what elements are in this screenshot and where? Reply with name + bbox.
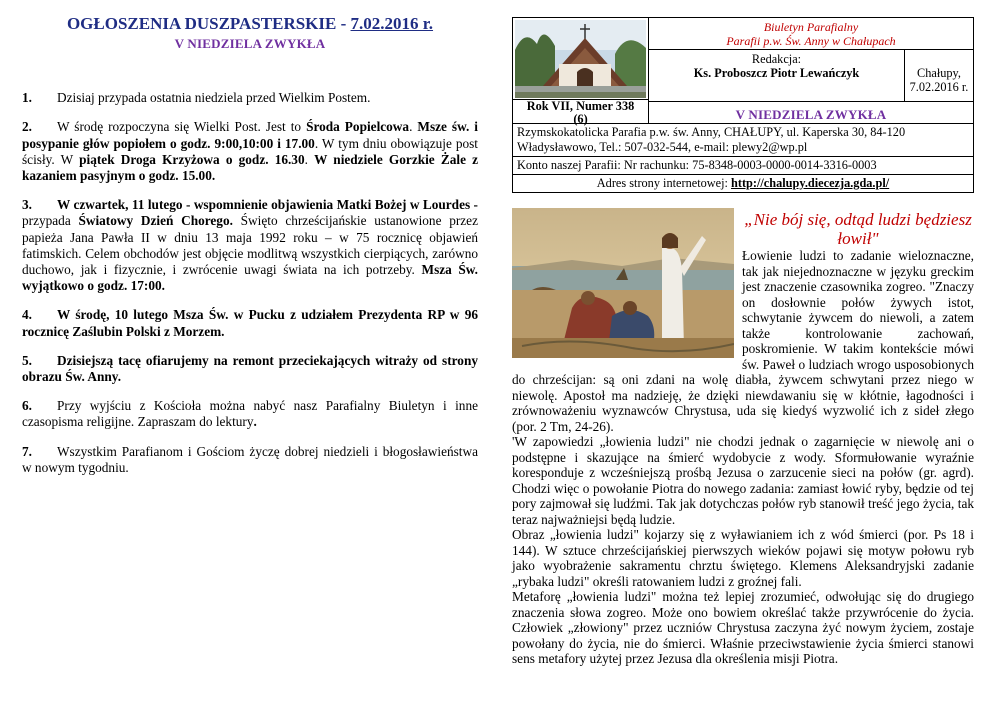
announcement-text: Światowy Dzień Chorego.	[78, 213, 233, 229]
parish-address: Rzymskokatolicka Parafia p.w. św. Anny, CHAŁUPY, ul. Kaperska 30, 84-120 Władysławowo, Tel.: 507-032-544, e-mail: plewy2@wp.pl	[513, 124, 973, 157]
announcement-item	[22, 398, 478, 430]
fishermen-painting	[512, 208, 734, 358]
announcement-text: Wszystkim Parafianom i Gościom życzę dobrej niedzieli i błogosławieństwa w nowym tygodniu.	[22, 443, 478, 475]
editor-name: Ks. Proboszcz Piotr Lewańczyk	[693, 66, 860, 80]
bulletin-header-top	[513, 18, 973, 124]
announcement-text: Dzisiaj przypada ostatnia niedziela przed Wielkim Postem.	[57, 90, 371, 106]
editorial-info: Redakcja: Ks. Proboszcz Piotr Lewańczyk	[649, 50, 905, 101]
header-sunday-label: V NIEDZIELA ZWYKŁA	[735, 107, 887, 122]
announcement-number: 2.	[22, 119, 32, 135]
place-date: Chałupy, 7.02.2016 r.	[909, 66, 969, 94]
announcement-text: . W tym dniu obowiązuje post ścisły. W	[22, 135, 479, 167]
announcement-text: .	[253, 414, 257, 430]
announcement-text: Msza Św. wyjątkowo o godz. 17:00.	[22, 262, 479, 294]
article	[512, 208, 974, 667]
announcement-item	[22, 197, 478, 294]
announcement-item	[22, 90, 478, 106]
announcement-text: W niedziele Gorzkie Żale z kazaniem pasyjnym o godz. 15.00.	[22, 151, 479, 184]
announcement-number: 5.	[22, 352, 32, 368]
announcement-text: .	[304, 151, 315, 167]
announcement-number: 6.	[22, 398, 32, 414]
website-link[interactable]: http://chalupy.diecezja.gda.pl/	[731, 176, 890, 190]
announcement-text: Przy wyjściu z Kościoła można nabyć nasz Parafialny Biuletyn i inne czasopisma religijne. Zapraszam do lektury	[22, 398, 478, 430]
article-title: „Nie bój się, odtąd ludzi będziesz łowił"	[744, 210, 972, 248]
article-paragraph: 'W zapowiedzi „łowienia ludzi" nie chodzi jednak o zagarnięcie w niewolę ani o podstępne i skazujące na śmierć wydobycie z wody. Sformułowanie wyraźnie koresponduje z wcześniejszą prośbą Jezusa o zarzucenie sieci na połów (gr. agrd). Chodzi więc o powołanie Piotra do nowego zadania: zamiast łowić ryby, będzie od tej pory zajmował się ludźmi. Tak jak dotychczas połów ryb stanowił treść jego życia, tak teraz najważniejsi będą ludzie.	[512, 434, 974, 527]
announcement-number: 1.	[22, 90, 32, 106]
announcement-text: W czwartek, 11 lutego - wspomnienie objawienia Matki Bożej w Lourdes -	[57, 197, 478, 213]
announcement-text: piątek Droga Krzyżowa o godz. 16.30	[79, 151, 305, 167]
church-image-cell	[513, 18, 649, 126]
bulletin-header	[512, 17, 974, 193]
bulletin-title: Biuletyn Parafialny Parafii p.w. Św. Anny w Chałupach	[649, 18, 973, 50]
announcement-item	[22, 353, 478, 385]
announcement-text: Msze św. i posypanie głów popiołem o godz. 9:00,10:00 i 17.00	[22, 119, 478, 151]
announcements-subtitle: V NIEDZIELA ZWYKŁA	[174, 36, 326, 51]
parish-website: Adres strony internetowej: http://chalupy.diecezja.gda.pl/	[596, 176, 890, 190]
announcement-number: 3.	[22, 197, 32, 213]
announcement-text: .	[409, 119, 418, 135]
announcement-item	[22, 307, 478, 339]
announcement-item	[22, 119, 478, 184]
article-paragraph: Łowienie ludzi to zadanie wieloznaczne, tak jak niejednoznaczne w języku greckim jest znaczenie czasownika zogreo. "Znaczy on dosłownie połów żywych istot, schwytanie żywcem do niewoli, a zatem także kontrolowanie zachowań, poskromienie. W takim kontekście mówi św. Paweł o ludziach wrogo usposobionych do chrześcijan: są oni zdani na wolę diabła, żywcem schwytani przez niego w niewolę. Apostoł ma nadzieję, że dzięki niewdawaniu się w kłótnie, łagodności i zrównoważeniu wyznawców Chrystusa, uda się kiedyś wyzwolić ich z sideł złego (por. 2 Tm, 24-26).	[512, 248, 974, 434]
announcements-column	[22, 14, 478, 489]
announcement-text: Dzisiejszą tacę ofiarujemy na remont przeciekających witraży od strony obrazu Św. Anny.	[22, 352, 478, 385]
announcement-text: Środa Popielcowa	[306, 119, 410, 135]
parish-account: Konto naszej Parafii: Nr rachunku: 75-8348-0003-0000-0014-3316-0003	[513, 157, 973, 175]
announcement-number: 4.	[22, 307, 32, 323]
announcements-list	[22, 90, 478, 476]
announcement-text: W środę, 10 lutego Msza Św. w Pucku z udziałem Prezydenta RP w 96 rocznicę Zaślubin Polski z Morzem.	[22, 307, 478, 339]
announcements-title: OGŁOSZENIA DUSZPASTERSKIE - 7.02.2016 r.	[66, 14, 434, 33]
issue-number: Rok VII, Numer 338 (6)	[513, 99, 648, 125]
church-photo	[515, 20, 646, 98]
announcements-date: 7.02.2016 r.	[350, 14, 434, 33]
header-info-cell	[649, 18, 973, 123]
article-paragraph: Metaforę „łowienia ludzi" można też lepiej zrozumieć, odwołując się do drugiego znaczenia słowa zogreo. Może ono bowiem określać także przywrócenie do życia. Człowiek „złowiony" przez uczniów Chrystusa zaczyna żyć nowym życiem, zostaje powołany do życia, nie do śmierci. Właśnie przeciwstawienie życia śmierci stanowi sens metafory użytej przez Jezusa dla określenia misji Piotra.	[512, 589, 974, 666]
announcement-item	[22, 444, 478, 476]
announcement-text: W środę rozpoczyna się Wielki Post. Jest to	[57, 119, 307, 135]
header-mid-row	[649, 50, 973, 102]
announcement-number: 7.	[22, 443, 32, 459]
announcement-text: Święto chrześcijańskie ustanowione przez papieża Jana Pawła II w dniu 13 maja 1992 roku – w 75 rocznicę objawień fatimskich. Celem obchodów jest objęcie modlitwą wszystkich cierpiących, zarówno duchowo, jak i fizycznie, i zwrócenie uwagi świata na ich potrzeby.	[22, 213, 478, 278]
announcement-text: przypada	[22, 213, 79, 229]
article-paragraph: Obraz „łowienia ludzi" kojarzy się z wyławianiem ich z wód śmierci (por. Ps 18 i 144). W sztuce chrześcijańskiej pierwszych wieków pojawi się motyw połowu ryb jako wyobrażenie sakramentu chrztu świętego. Klemens Aleksandryjski zadanie „rybaka ludzi" określi ratowaniem ludzi z groźnej fali.	[512, 527, 974, 589]
